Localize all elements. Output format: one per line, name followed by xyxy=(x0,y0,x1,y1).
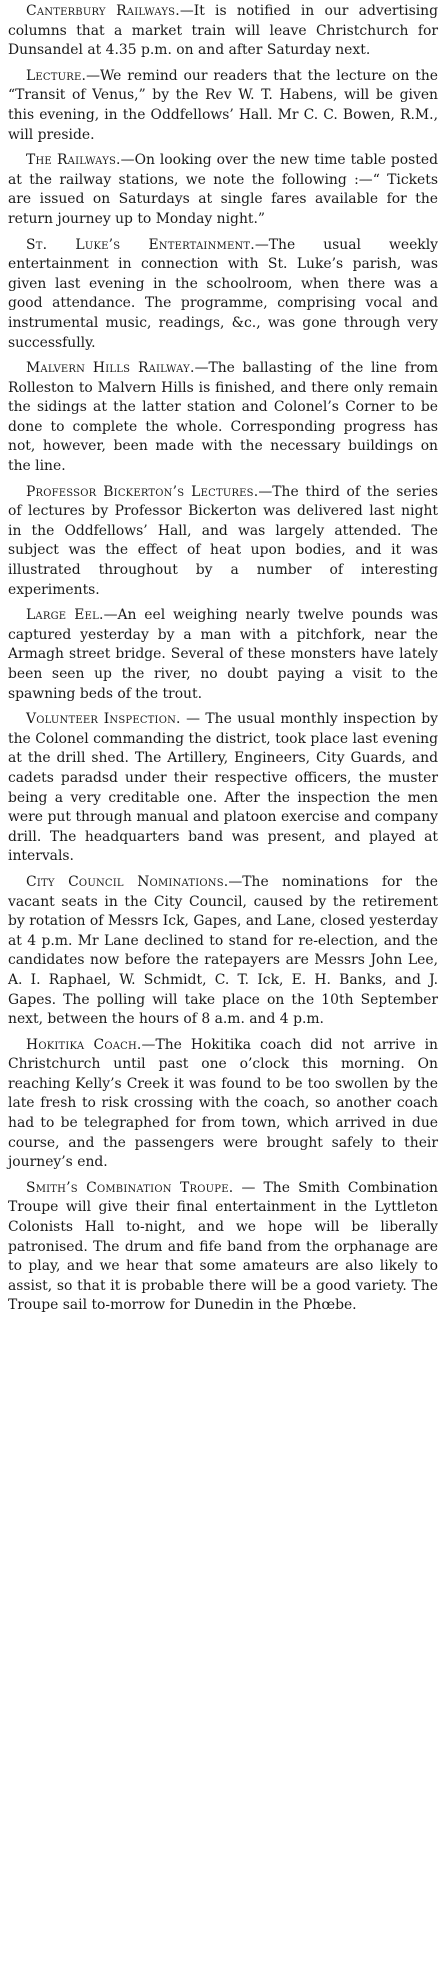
news-item-the-railways xyxy=(8,151,438,229)
paragraph xyxy=(8,873,438,1030)
item-heading: Large Eel. xyxy=(26,607,104,624)
item-body: — The Smith Combination Troupe will give their final entertainment in the Lyttleton Colonists Hall to-night, and we hope will be liberally patronised. The drum and fife band from the orphanage are to play, and we hear that some amateurs are also likely to assist, so that it is probable there will be a good variety. The Troupe sail to-morrow for Dunedin in the Phœbe. xyxy=(8,1179,438,1314)
item-body: —On looking over the new time table posted at the railway stations, we note the following :—“ Tickets are issued on Saturdays at single fares available for the return journey up to Monday night.” xyxy=(8,152,438,227)
news-item-canterbury-railways xyxy=(8,2,438,61)
item-body: —The nominations for the vacant seats in the City Council, caused by the retirement by rotation of Messrs Ick, Gapes, and Lane, closed yesterday at 4 p.m. Mr Lane declined to stand for re-election, and the candidates now before the ratepayers are Messrs John Lee, A. I. Raphael, W. Schmidt, C. T. Ick, E. H. Banks, and J. Gapes. The polling will take place on the 10th September next, between the hours of 8 a.m. and 4 p.m. xyxy=(8,873,438,1028)
paragraph xyxy=(8,1036,438,1173)
news-item-hokitika-coach xyxy=(8,1036,438,1173)
item-body: —It is notified in our advertising columns that a market train will leave Christchurch for Dunsandel at 4.35 p.m. on and after Saturday next. xyxy=(8,3,438,59)
item-body: —The ballasting of the line from Rolleston to Malvern Hills is finished, and there only remain the sidings at the latter station and Colonel’s Corner to be done to complete the whole. Corresponding progress has not, however, been made with the necessary buildings on the line. xyxy=(8,360,438,475)
paragraph xyxy=(8,606,438,704)
news-item-lecture xyxy=(8,67,438,145)
paragraph xyxy=(8,67,438,145)
news-item-smiths-combination-troupe xyxy=(8,1179,438,1316)
paragraph xyxy=(8,483,438,601)
item-heading: Lecture. xyxy=(26,67,87,84)
paragraph xyxy=(8,236,438,354)
news-item-volunteer-inspection xyxy=(8,710,438,867)
paragraph xyxy=(8,710,438,867)
item-body: —The third of the series of lectures by Professor Bickerton was delivered last night in the Oddfellows’ Hall, and was largely attended. The subject was the effect of heat upon bodies, and it was illustrated throughout by a number of interesting experiments. xyxy=(8,483,438,598)
paragraph xyxy=(8,359,438,477)
news-item-city-council-nominations xyxy=(8,873,438,1030)
item-heading: City Council Nominations. xyxy=(26,873,229,890)
item-heading: Canterbury Railways. xyxy=(26,3,180,19)
item-heading: Malvern Hills Railway. xyxy=(26,360,195,377)
item-body: —The usual weekly entertainment in connection with St. Luke’s parish, was given last evening in the schoolroom, when there was a good attendance. The programme, comprising vocal and instrumental music, readings, &c., was gone through very successfully. xyxy=(8,236,438,351)
news-item-professor-bickertons-lectures xyxy=(8,483,438,601)
item-body: —An eel weighing nearly twelve pounds was captured yesterday by a man with a pitchfork, near the Armagh street bridge. Several of these monsters have lately been seen up the river, no doubt paying a visit to the spawning beds of the trout. xyxy=(8,607,438,702)
news-item-st-lukes-entertainment xyxy=(8,236,438,354)
paragraph xyxy=(8,151,438,229)
item-heading: St. Luke’s Entertainment. xyxy=(26,236,255,253)
item-heading: The Railways. xyxy=(26,152,121,169)
item-heading: Volunteer Inspection. xyxy=(26,711,181,728)
item-body: —We remind our readers that the lecture on the “Transit of Venus,” by the Rev W. T. Habens, will be given this evening, in the Oddfellows’ Hall. Mr C. C. Bowen, R.M., will preside. xyxy=(8,67,438,143)
item-heading: Hokitika Coach. xyxy=(26,1036,142,1053)
item-body: —The Hokitika coach did not arrive in Christchurch until past one o’clock this morning. On reaching Kelly’s Creek it was found to be too swollen by the late fresh to risk crossing with the coach, so another coach had to be telegraphed for from town, which arrived in due course, and the passengers were brought safely to their journey’s end. xyxy=(8,1036,438,1171)
news-item-large-eel xyxy=(8,606,438,704)
paragraph xyxy=(8,1179,438,1316)
item-heading: Smith’s Combination Troupe. xyxy=(26,1179,234,1196)
item-body: — The usual monthly inspection by the Colonel commanding the district, took place last evening at the drill shed. The Artillery, Engineers, City Guards, and cadets paradsd under their respective officers, the muster being a very creditable one. After the inspection the men were put through manual and platoon exercise and company drill. The headquarters band was present, and played at intervals. xyxy=(8,711,438,865)
news-item-malvern-hills-railway xyxy=(8,359,438,477)
item-heading: Professor Bickerton’s Lectures. xyxy=(26,483,259,500)
paragraph xyxy=(8,2,438,61)
